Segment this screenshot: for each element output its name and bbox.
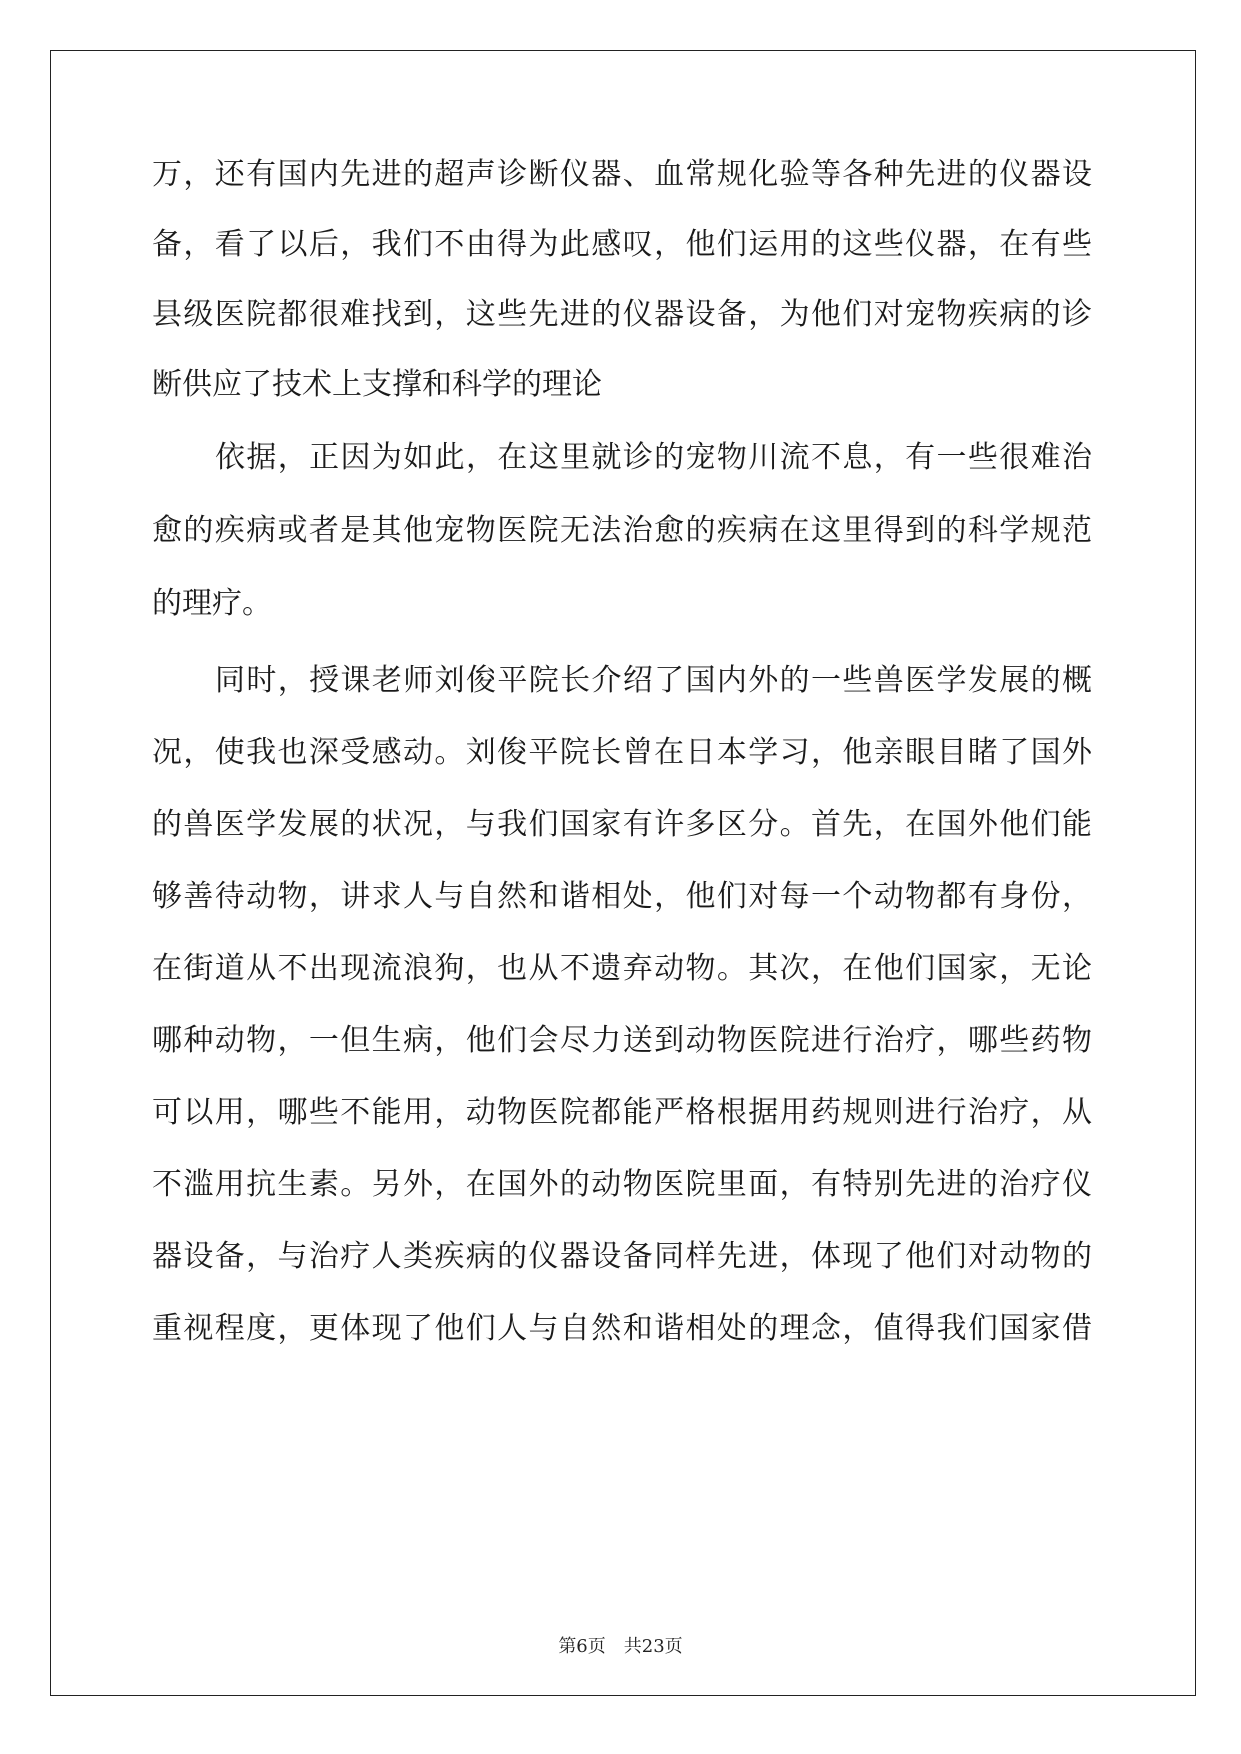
text-line: 的兽医学发展的状况，与我们国家有许多区分。首先，在国外他们能 (152, 807, 1092, 842)
paragraph-start-line: 依据，正因为如此，在这里就诊的宠物川流不息，有一些很难治 (215, 440, 1092, 475)
paragraph-start-line: 同时，授课老师刘俊平院长介绍了国内外的一些兽医学发展的概 (215, 663, 1092, 698)
text-line: 备，看了以后，我们不由得为此感叹，他们运用的这些仪器，在有些 (152, 227, 1092, 262)
text-line: 重视程度，更体现了他们人与自然和谐相处的理念，值得我们国家借 (152, 1311, 1092, 1346)
text-line: 在街道从不出现流浪狗，也从不遗弃动物。其次，在他们国家，无论 (152, 951, 1092, 986)
text-line: 断供应了技术上支撑和科学的理论 (152, 367, 602, 402)
page-number-footer: 第6页 共23页 (558, 1636, 683, 1657)
text-line: 可以用，哪些不能用，动物医院都能严格根据用药规则进行治疗，从 (152, 1095, 1092, 1130)
text-line: 愈的疾病或者是其他宠物医院无法治愈的疾病在这里得到的科学规范 (152, 513, 1092, 548)
text-line: 的理疗。 (152, 586, 272, 621)
text-line: 不滥用抗生素。另外，在国外的动物医院里面，有特别先进的治疗仪 (152, 1167, 1092, 1202)
text-line: 哪种动物，一但生病，他们会尽力送到动物医院进行治疗，哪些药物 (152, 1023, 1092, 1058)
text-line: 况，使我也深受感动。刘俊平院长曾在日本学习，他亲眼目睹了国外 (152, 735, 1092, 770)
text-line: 万，还有国内先进的超声诊断仪器、血常规化验等各种先进的仪器设 (152, 157, 1092, 192)
text-line: 够善待动物，讲求人与自然和谐相处，他们对每一个动物都有身份， (152, 879, 1092, 914)
text-line: 器设备，与治疗人类疾病的仪器设备同样先进，体现了他们对动物的 (152, 1239, 1092, 1274)
text-line: 县级医院都很难找到，这些先进的仪器设备，为他们对宠物疾病的诊 (152, 297, 1092, 332)
